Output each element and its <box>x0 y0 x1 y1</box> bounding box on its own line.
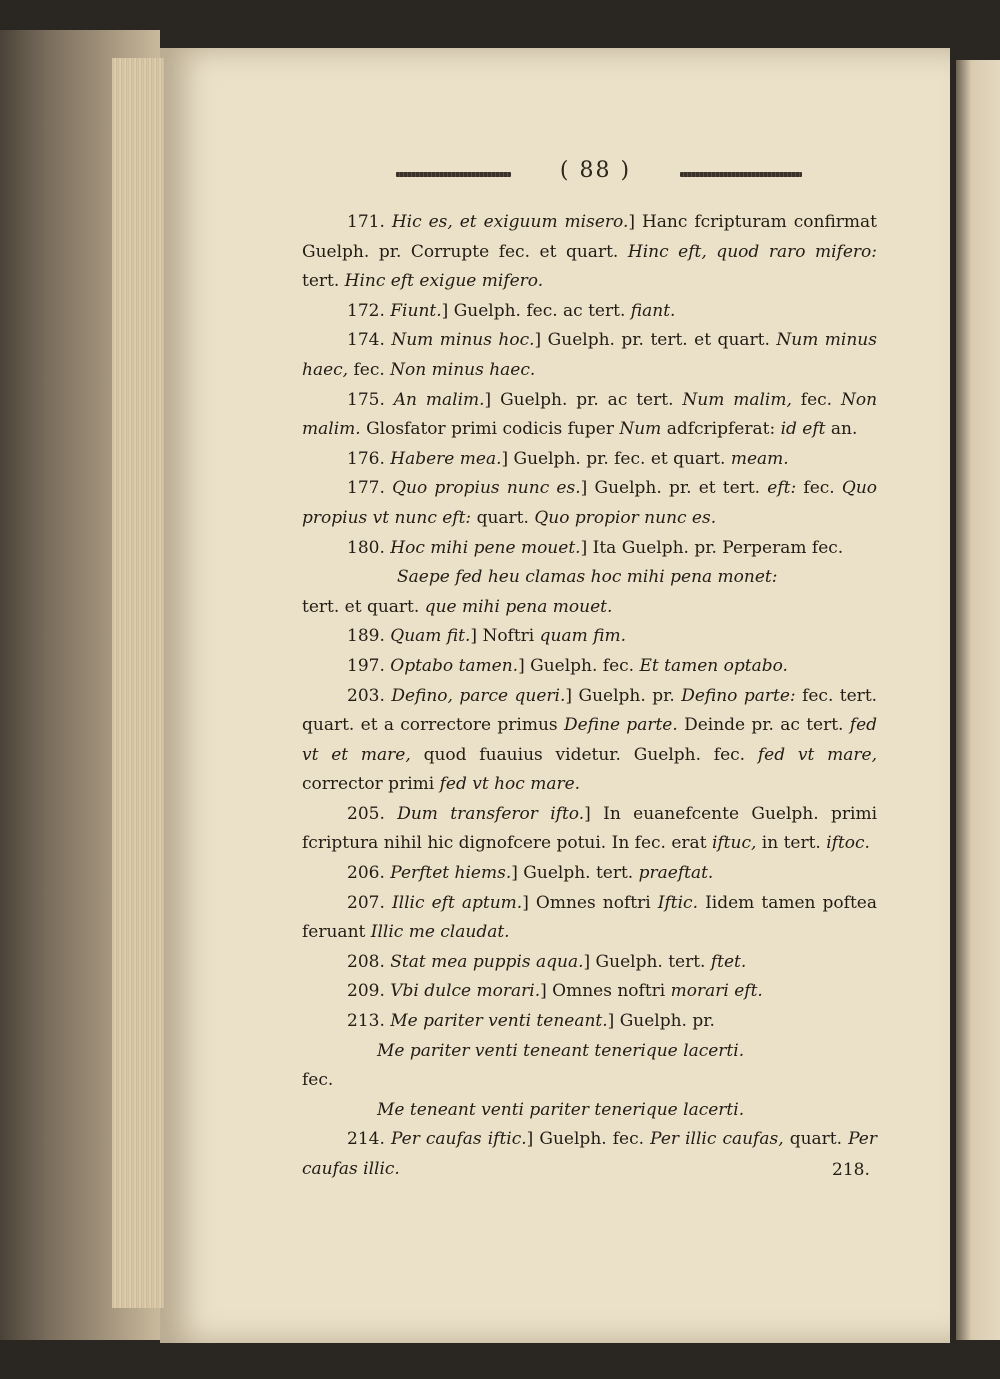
note-175: 175. An malim.] Guelph. pr. ac tert. Num malim, fec. Non malim. Glosfator primi codicis fuper Num adfcripferat: id eft an. <box>302 389 878 440</box>
note-189: 189. Quam fit.] Noftri quam fim. <box>347 626 626 647</box>
page-edges <box>112 58 164 1308</box>
verse-213-label: fec. <box>302 1070 334 1091</box>
catchword: 218. <box>832 1160 870 1180</box>
facing-page-edge <box>956 60 1000 1340</box>
note-209: 209. Vbi dulce morari.] Omnes noftri morari eft. <box>347 981 763 1002</box>
note-207: 207. Illic eft aptum.] Omnes noftri Iftic. Iidem tamen poftea feruant Illic me claudat. <box>302 892 877 943</box>
note-171: 171. Hic es, et exiguum misero.] Hanc fcripturam confirmat Guelph. pr. Corrupte fec. et quart. Hinc eft, quod raro mifero: tert. Hinc eft exigue mifero. <box>302 212 877 292</box>
note-177: 177. Quo propius nunc es.] Guelph. pr. et tert. eft: fec. Quo propius vt nunc eft: quart. Quo propior nunc es. <box>302 478 878 528</box>
note-197: 197. Optabo tamen.] Guelph. fec. Et tamen optabo. <box>347 655 788 676</box>
page-number: ( 88 ) <box>559 158 632 183</box>
verse-213-a: Me pariter venti teneant tenerique lacerti. <box>377 1040 745 1061</box>
note-213: 213. Me pariter venti teneant.] Guelph. pr. <box>347 1011 715 1032</box>
note-206: 206. Perftet hiems.] Guelph. tert. praeftat. <box>347 863 714 884</box>
note-214: 214. Per caufas iftic.] Guelph. fec. Per illic caufas, quart. Per caufas illic. <box>302 1129 877 1179</box>
page-header <box>230 158 870 192</box>
note-174: 174. Num minus hoc.] Guelph. pr. tert. et quart. Num minus haec, fec. Non minus haec. <box>302 330 877 380</box>
note-176: 176. Habere mea.] Guelph. pr. fec. et quart. meam. <box>347 448 789 469</box>
note-203: 203. Defino, parce queri.] Guelph. pr. Defino parte: fec. tert. quart. et a correctore primus Define parte. Deinde pr. ac tert. fed vt et mare, quod fuauius videtur. Guelph. fec. fed vt mare, corrector primi fed vt hoc mare. <box>302 685 878 795</box>
verse-213-b: Me teneant venti pariter tenerique lacerti. <box>377 1099 745 1120</box>
verse-180: Saepe fed heu clamas hoc mihi pena monet: <box>397 567 778 588</box>
note-208: 208. Stat mea puppis aqua.] Guelph. tert. ftet. <box>347 951 747 972</box>
note-205: 205. Dum transferor ifto.] In euanefcente Guelph. primi fcriptura nihil hic dignofcere potui. In fec. erat iftuc, in tert. iftoc. <box>302 803 878 854</box>
note-180: 180. Hoc mihi pene mouet.] Ita Guelph. pr. Perperam fec. <box>347 537 844 558</box>
header-rule-left <box>396 172 511 177</box>
header-rule-right <box>680 172 802 177</box>
commentary-text <box>302 208 877 1185</box>
note-180-continued: tert. et quart. que mihi pena mouet. <box>302 596 613 617</box>
note-172: 172. Fiunt.] Guelph. fec. ac tert. fiant. <box>347 300 676 321</box>
